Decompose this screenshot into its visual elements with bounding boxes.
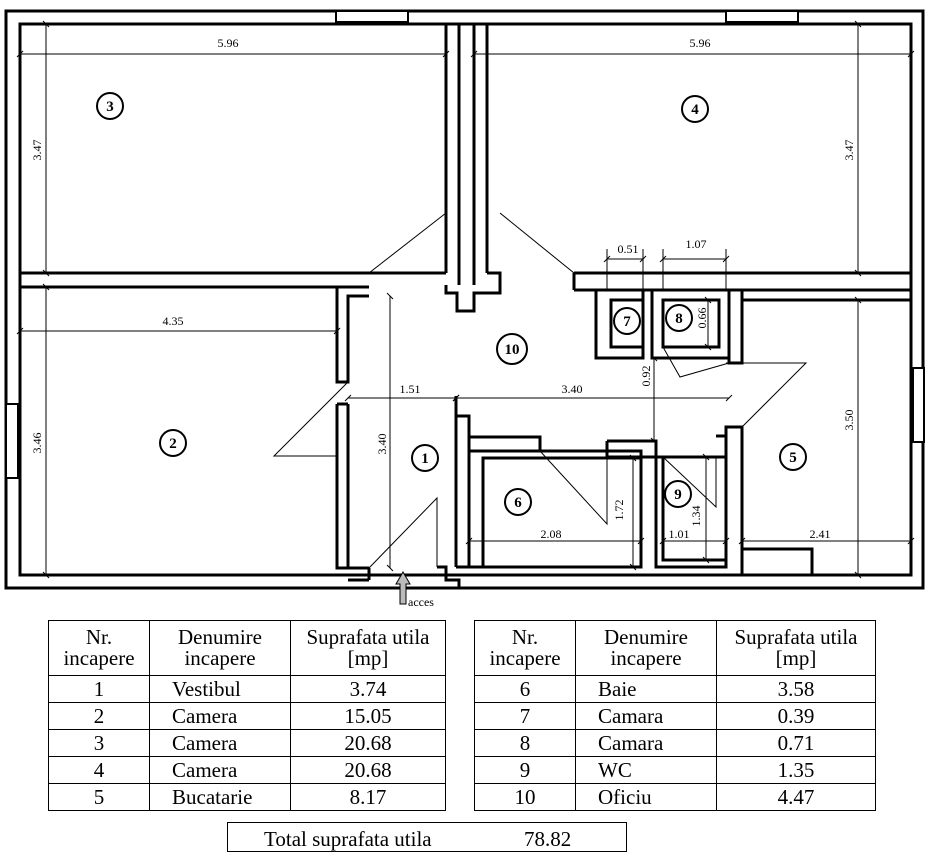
total-row: [227, 822, 627, 852]
svg-text:10: 10: [504, 342, 520, 358]
window-top-right: [726, 11, 798, 22]
table-header: [49, 621, 446, 676]
cell-name: Vestibul: [150, 676, 291, 703]
dim-room5-height: 3.50: [842, 409, 856, 431]
svg-text:6: 6: [514, 495, 522, 511]
dim-gap: 0.92: [639, 365, 653, 387]
cell-area: 0.71: [717, 730, 876, 757]
window-left: [6, 404, 18, 478]
dim-room2-width: 4.35: [162, 314, 184, 328]
dim-room4-width: 5.96: [689, 36, 711, 50]
table-row: [475, 757, 876, 784]
room-label-10: [497, 334, 527, 364]
header-area-2: [mp]: [347, 646, 389, 670]
table-row: [49, 676, 446, 703]
dim-room8-height: 0.66: [695, 307, 709, 329]
table-row: [49, 730, 446, 757]
table-row: [475, 703, 876, 730]
dim-hall-height: 3.40: [375, 433, 389, 455]
cell-name: Bucatarie: [150, 784, 291, 811]
dim-room4-height: 3.47: [842, 139, 856, 161]
svg-text:3: 3: [106, 99, 114, 115]
svg-text:2: 2: [169, 436, 177, 452]
cell-nr: 1: [49, 676, 150, 703]
table-header: [475, 621, 876, 676]
cell-nr: 3: [49, 730, 150, 757]
room-label-8: [666, 305, 692, 331]
dim-room2-height: 3.46: [30, 432, 44, 454]
total-label: Total suprafata utila: [264, 827, 432, 851]
room-label-2: [160, 430, 186, 456]
cell-name: Camera: [150, 757, 291, 784]
dim-hall-b: 3.40: [561, 382, 583, 396]
header-nr-2: incapere: [63, 646, 135, 670]
dim-room6-width: 2.08: [540, 527, 562, 541]
table-row: [475, 784, 876, 811]
dim-room5-width: 2.41: [809, 527, 831, 541]
header-area-2: [mp]: [775, 646, 817, 670]
dim-room9-width: 1.01: [668, 527, 690, 541]
room-label-1: [412, 445, 438, 471]
table-row: [475, 676, 876, 703]
rooms-table-right: [474, 620, 876, 811]
interior-walls: [20, 24, 911, 588]
header-area-1: Suprafata utila: [306, 625, 430, 649]
cell-area: 0.39: [717, 703, 876, 730]
svg-text:7: 7: [623, 314, 631, 330]
cell-area: 3.74: [291, 676, 446, 703]
table-row: [49, 703, 446, 730]
cell-area: 1.35: [717, 757, 876, 784]
table-row: [475, 730, 876, 757]
room-label-7: [614, 308, 640, 334]
room-label-9: [665, 481, 691, 507]
cell-nr: 4: [49, 757, 150, 784]
header-name-2: incapere: [184, 646, 256, 670]
header-nr-1: Nr.: [85, 625, 113, 649]
cell-area: 8.17: [291, 784, 446, 811]
header-nr-1: Nr.: [511, 625, 539, 649]
cell-name: Camara: [576, 730, 717, 757]
cell-nr: 10: [475, 784, 576, 811]
room-label-5: [780, 444, 806, 470]
windows: [6, 11, 924, 478]
rooms-table-left: [48, 620, 446, 811]
cell-area: 4.47: [717, 784, 876, 811]
dim-room3-height: 3.47: [30, 139, 44, 161]
dim-hall-a: 1.51: [399, 382, 421, 396]
total-value: 78.82: [524, 827, 572, 851]
cell-area: 20.68: [291, 757, 446, 784]
header-name-1: Denumire: [604, 625, 688, 649]
cell-nr: 6: [475, 676, 576, 703]
dim-room9-height: 1.34: [689, 505, 703, 527]
room-label-6: [505, 489, 531, 515]
cell-nr: 2: [49, 703, 150, 730]
dim-room6-height: 1.72: [612, 499, 626, 521]
svg-text:8: 8: [675, 311, 683, 327]
cell-nr: 8: [475, 730, 576, 757]
cell-name: Camera: [150, 703, 291, 730]
header-nr-2: incapere: [489, 646, 561, 670]
table-row: [49, 757, 446, 784]
cell-area: 15.05: [291, 703, 446, 730]
access-label: acces: [408, 595, 434, 609]
window-top-left: [336, 11, 408, 22]
cell-name: Camara: [576, 703, 717, 730]
table-row: [49, 784, 446, 811]
window-right: [913, 368, 924, 442]
cell-nr: 5: [49, 784, 150, 811]
svg-text:9: 9: [674, 487, 682, 503]
access-arrow: [396, 572, 434, 609]
cell-area: 20.68: [291, 730, 446, 757]
cell-name: Baie: [576, 676, 717, 703]
header-name-2: incapere: [610, 646, 682, 670]
cell-name: WC: [576, 757, 717, 784]
room-label-4: [682, 96, 708, 122]
cell-name: Oficiu: [576, 784, 717, 811]
dim-room7-width: 0.51: [617, 242, 639, 256]
dim-room8-width: 1.07: [685, 237, 707, 251]
header-area-1: Suprafata utila: [734, 625, 858, 649]
svg-text:5: 5: [789, 450, 797, 466]
cell-nr: 7: [475, 703, 576, 730]
cell-nr: 9: [475, 757, 576, 784]
dim-room3-width: 5.96: [217, 36, 239, 50]
header-name-1: Denumire: [178, 625, 262, 649]
svg-text:4: 4: [691, 102, 699, 118]
room-label-3: [97, 93, 123, 119]
cell-area: 3.58: [717, 676, 876, 703]
svg-text:1: 1: [421, 451, 429, 467]
cell-name: Camera: [150, 730, 291, 757]
